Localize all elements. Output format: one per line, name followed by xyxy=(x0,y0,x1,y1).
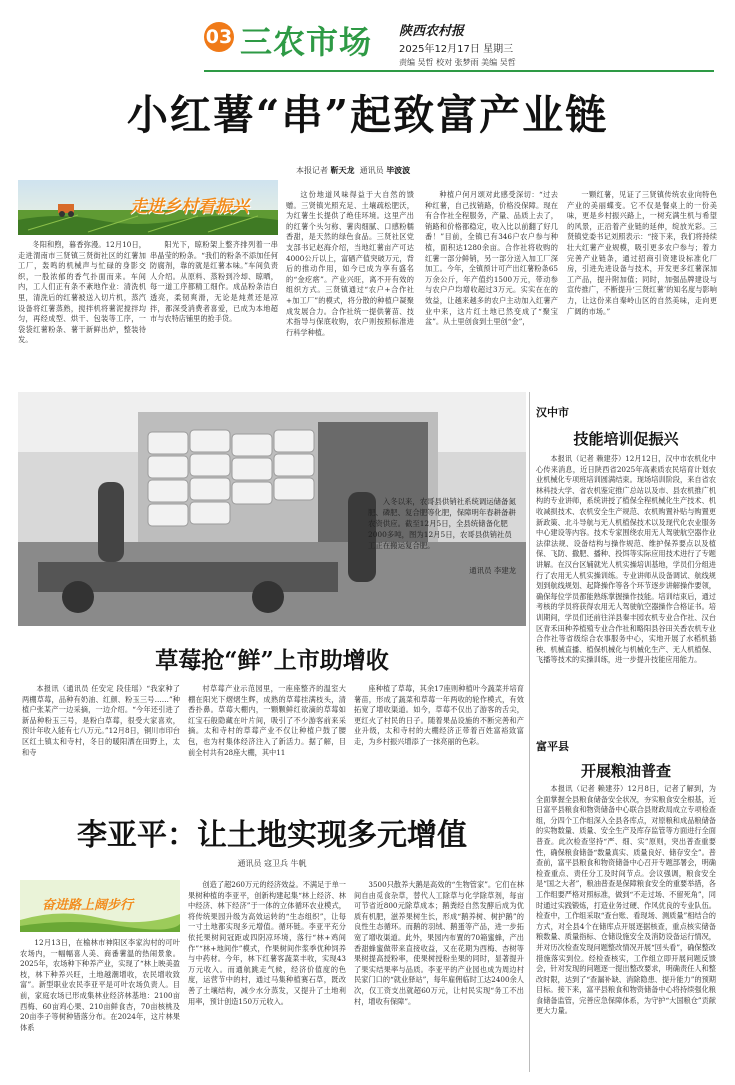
fuping-body: 本报讯（记者 赖建芬）12月8日，记者了解到，为全面掌握全县粮食储备安全状况，夯实粮食安全根基，近日富平县粮食和物资储备中心联合县财政局成立专项检查组，分四个工作组深入全县各库点，对原粮和成品粮储备的实物数量、质量、安全生产及库存监管等方面进行全面普查。此次检查坚持“严、细、实”原则，突出普查重要性，确保粮食储备“数量真实、质量良好、储存安全”。普查前，富平县粮食和物资储备中心召开专题部署会，明确检查重点、责任分工及时间节点。会议强调，粮食安全是“国之大者”，粮油普查是保障粮食安全的重要举措，各工作组要严格对照标准，做到“不走过场、不留死角”，同时通过实践锻炼，打造业务过硬、作风优良的专业队伍。检查中，工作组采取“查台账、看现场、测质量”相结合的方式，对全县4个在储库点开展逐据核查，重点核实储备粮数量、质量指标、仓储设施安全及消防设备运行情况，并对历次检查发现问题整改情况开展“回头看”，确保整改措施落实到位。经检查核实，工作组立即开展问题反馈会，针对发现的问题逐一提出整改要求，明确责任人和整改时限，达到了“查漏补缺、消除隐患、提升能力”的预期目标。接下来，富平县粮食和物资储备中心将持续强化粮食储备监管，完善应急保障体系，为守护“大国粮仓”贡献更大力量。 xyxy=(536,784,716,1016)
strawberry-col2: 村草莓产业示范园里，一座座整齐的温室大棚在阳光下熠熠生辉，成熟的草莓挂满枝头，清香扑鼻。草莓大棚内，一颗颗鲜红欲滴的草莓如红宝石般隐藏在叶片间，吸引了不少游客前来采摘。太和寺村的草莓产业不仅让种植户鼓了腰包，也为村集体经济注入了新活力。据了解，目前全村共有28座大棚，其中11 xyxy=(188,684,346,757)
strawberry-headline: 草莓抢“鲜”上市助增收 xyxy=(155,647,389,674)
strawberry-col1: 本报讯（通讯员 任安定 段佳瑶）“我家种了两棚草莓，品种有奶油、红颜、粉玉三号……”种植户张某产一边采摘，一边介绍。“今年还引进了新品种粉玉三号，是粉白草莓，很受大家喜欢，预计年收入能有七八万元。”12月8日，铜川市印台区红土镇太和寺村，冬日的暖阳洒在田野上，太和寺 xyxy=(22,684,180,757)
lead-col4: 种植户何月颂对此感受深切：“过去种红薯，自己找销路，价格没保障。现在有合作社全程服务，产量、品质上去了，销路和价格都稳定，收入比以前翻了好几番！”目前，全镇已有346户农户参与种植，面积达1280余亩。合作社将收购的红薯一部分鲜销，另一部分送入加工厂深加工。今年，全镇预计可产出红薯粉条65万余公斤，年产值约1500万元，带动参与农户户均增收超过3万元。实实在在的效益，让越来越多的农户主动加入红薯产业中来，这片红土地已然变成了“聚宝盆”。从土里创食到土里创“金”， xyxy=(425,190,558,327)
sweet-potato-field-banner xyxy=(18,180,278,235)
hanzhong-tag: 汉中市 xyxy=(536,406,569,419)
progress-banner-text: 奋进路上阔步行 xyxy=(42,898,134,913)
liyaping-byline: 通讯员 寇卫兵 牛帆 xyxy=(237,859,307,868)
fuping-tag: 富平县 xyxy=(536,740,569,753)
hanzhong-headline: 技能培训促振兴 xyxy=(573,430,679,448)
header-rule xyxy=(204,70,714,72)
liyaping-col2: 创造了超260万元的经济效益。不满足于单一果树种植的李亚平，创新构建起集“林上经济、林中经济、林下经济”于一体的立体循环农业模式，将传统果园升级为高效运转的“生态组织”，让每一寸土地都实现多元增值。循环链。李亚平充分依托果树间冠距或四阴凉环境，落行“林+鸡间作”“林+地间作”模式，作果树间作浆季优种饲养与中药材。今年，林下红薯客蔬菜丰收，实现43万元收入。而通航跳走气候，经济价值度的色度，运营节中的村，通过马集种植赛石草，既改善了土壤结构，减少水分蒸发，又提升了土地利用率，预计创造150万元收入。 xyxy=(188,880,346,1006)
fuping-headline: 开展粮油普查 xyxy=(580,762,671,780)
editor-credits: 责编 吴哲 校对 张梦雨 美编 吴哲 xyxy=(399,58,516,67)
lead-byline: 本报记者 靳天龙 通讯员 毕波波 xyxy=(296,166,411,175)
right-column-divider xyxy=(529,392,530,1072)
page-number-badge: 03 xyxy=(204,22,234,52)
lead-col1: 冬阳和煦，暮香弥漫。12月10日，走进渭南市三贤镇三贤街社区的红薯加工厂，轰鸣的机械声与忙碌的身影交织，一股浓郁的香气扑面而来。车间内，工人们正有条不紊地作业：清洗机里，清洗后的红薯被送入切片机，蒸汽设备将红薯蒸熟，搅拌机将薯泥搅拌均匀，再经成型、烘干、包装等工序，一袋袋红薯粉条、薯干新鲜出炉，整装待发。 xyxy=(18,240,146,345)
newspaper-logo: 陕西农村报 xyxy=(399,24,465,39)
lead-headline: 小红薯“串”起致富产业链 xyxy=(126,91,609,139)
photo-caption: 入冬以来，农哥县供销社系统调运储备氮肥、磷肥、复合肥等化肥，保障明年春耕备耕农资供应。截至12月5日，全县统储备化肥2000多吨，图为12月5日，农哥县供销社员工正在搬运复合肥。 通讯员 李建龙 xyxy=(368,497,516,575)
section-title: 三农市场 xyxy=(240,23,373,61)
issue-date: 2025年12月17日 星期三 xyxy=(399,44,514,55)
lead-col3: 这份地道风味得益于大自然的馈赠。三贤镇光照充足、土壤疏松肥沃，为红薯生长提供了绝佳环境。这里产出的红薯个头匀称、薯肉细腻、口感粉糯香甜，是天然的绿色食品。三贤社区党支部书记赵海介绍，当地红薯亩产可达4000公斤以上，富硒产值突破万元，背后的推动作用，如今已成为享有盛名的“金疙瘩”。产业兴旺，离不开有效的组织方式。三贤镇通过“农户+合作社+加工厂”的模式，将分散的种植户凝聚成发展合力。合作社统一提供薯苗、技术指导与保底收购，农户则按照标准进行科学种植。 xyxy=(286,190,414,337)
lead-col5: 一颗红薯，见证了三贤镇传统农业向特色产业的美丽蝶变。它不仅是餐桌上的一份美味，更是乡村振兴路上，一树充满生机与希望的风景，正沿着产业链的延伸，绽放光彩。三贤镇党委书记刘照表示：“接下来，我们将持续壮大红薯产业规模，吸引更多农户参与；着力完善产业链条，通过招商引资建设标准化厂房，引进先进设备与技术，开发更多红薯深加工产品，提升附加值；同时，加强品牌建设与宣传推广，不断提升‘三贤红薯’的知名度与影响力，让这份来自秦岭山区的自然美味，走向更广阔的市场。” xyxy=(567,190,717,316)
liyaping-col3: 3500只散养大鹅是高效的“生物管家”。它们在林间自由觅食杂草，替代人工除草与化学除草剂，每亩可节省近800元除草成本；鹅粪经自然发酵后成为优质有机肥，滋养果树生长，形成“鹅养树、树护鹅”的良性生态循环。而鹅的羽绒、鹅蛋等产品，进一步拓宽了增收渠道。此外，果园内布置的70箱蜜蜂，产出香甜蜂蜜做带来直接收益，又在花期为西梅、杏树等果树提高授粉率，使果树授粉坐果的同时，显著提升了果实结果率与品质。李亚平的产业园也成为周边村民家门口的“就业驿站”，每年雇佣临时工达2400余人次，仅工资支出就超60万元，让村民实现“务工不出村，增收有保障”。 xyxy=(354,880,524,1006)
progress-banner xyxy=(20,880,180,932)
strawberry-col3: 座种植了草莓，其余17座则种植叶今蔬菜并培育薯苗，形成了蔬菜和草莓一年两收的轮作模式，有效拓宽了增收渠道。如今，草莓不仅出了游客的舌尖，更红火了村民的日子。随着果品设施的不断完善和产业升级，太和寺村的大棚经济正带着百姓富裕致富走，为乡村振兴增添了一抹亮丽的色彩。 xyxy=(354,684,524,746)
banner-text: 走进乡村看振兴 xyxy=(130,197,249,217)
liyaping-headline: 李亚平：让土地实现多元增值 xyxy=(77,818,467,853)
hanzhong-body: 本报讯（记者 赖建芬）12月12日，汉中市农机化中心传来消息，近日陕西省2025年高素质农民培育计划农业机械化专项班培训圆满结束。现场培训阶段，来自省农林科技大学、省农机鉴定推广总站以及市、县农机推广机构的专业讲师，系统讲授了植保全程机械化生产技术、机收减损技术、农机安全生产规范、农机购置补贴与购置更新政策、北斗导航与无人机植保技术以及现代化农业服务中心建设等内容。技术专家围绕农用无人驾驶航空器作业法律法规、设备结构与操作规范、维护保养要点以及植保、飞防、撒肥、播种、投饵等实际应用技术进行了专题讲解。在汉台区辅就光人机实操培训基地，学员们分组进行了农用无人机实操训练。专业讲师从设备调试、航线规划到航线规划、起降操作等各个环节逐步讲解操作要领，确保每位学员都能熟练掌握操作技能。培训结束后，通过考核的学员将获得农用无人驾驶航空器操作合格证书。培训期间，学员们还前往洋县秦丰园农机专业合作社、汉台区青禾田种养植殖专业合作社和略阳县谷田关香农机专业合作社等省级综合农事服务中心，实地开展了水稻机插秧、机械直播、植保机械化与机械化生产、无人机植保、飞播等技术的实操训练，进一步提升技能应用能力。 xyxy=(536,454,716,665)
liyaping-col1: 12月13日，在榆林市神阳区李家沟村的可叶农场内，一幅幅喜人美、商番薯温的热闹景象。2025年，农场种下种养产业，实现了“林上映美盈枝，林下种养兴旺，土地越潮增收，农民增收致富”。新型职业农民李亚平是可叶农场负责人。目前，家庭农场已形成集林业经济林基地：2100亩西梅、60亩鸡心果、210亩鲜食杏，70亩核桃及20亩李子等树种错落分布。在2024年，这片林果体系 xyxy=(20,938,180,1032)
lead-col2: 阳光下，晾粉架上整齐排列着一串串晶莹的粉条。“我们的粉条不添加任何防腐剂，靠的就是红薯本味。”车间负责人介绍。从原料、蒸粉到冷却、晾晒，每一道工序都精工细作。成品粉条洁白透亮，柔韧爽滑，无论是炖煮还是凉拌，都深受消费者喜爱，已成为本地超市与农特店铺里的抢手货。 xyxy=(150,240,278,324)
photo-credit: 通讯员 李建龙 xyxy=(469,566,516,575)
